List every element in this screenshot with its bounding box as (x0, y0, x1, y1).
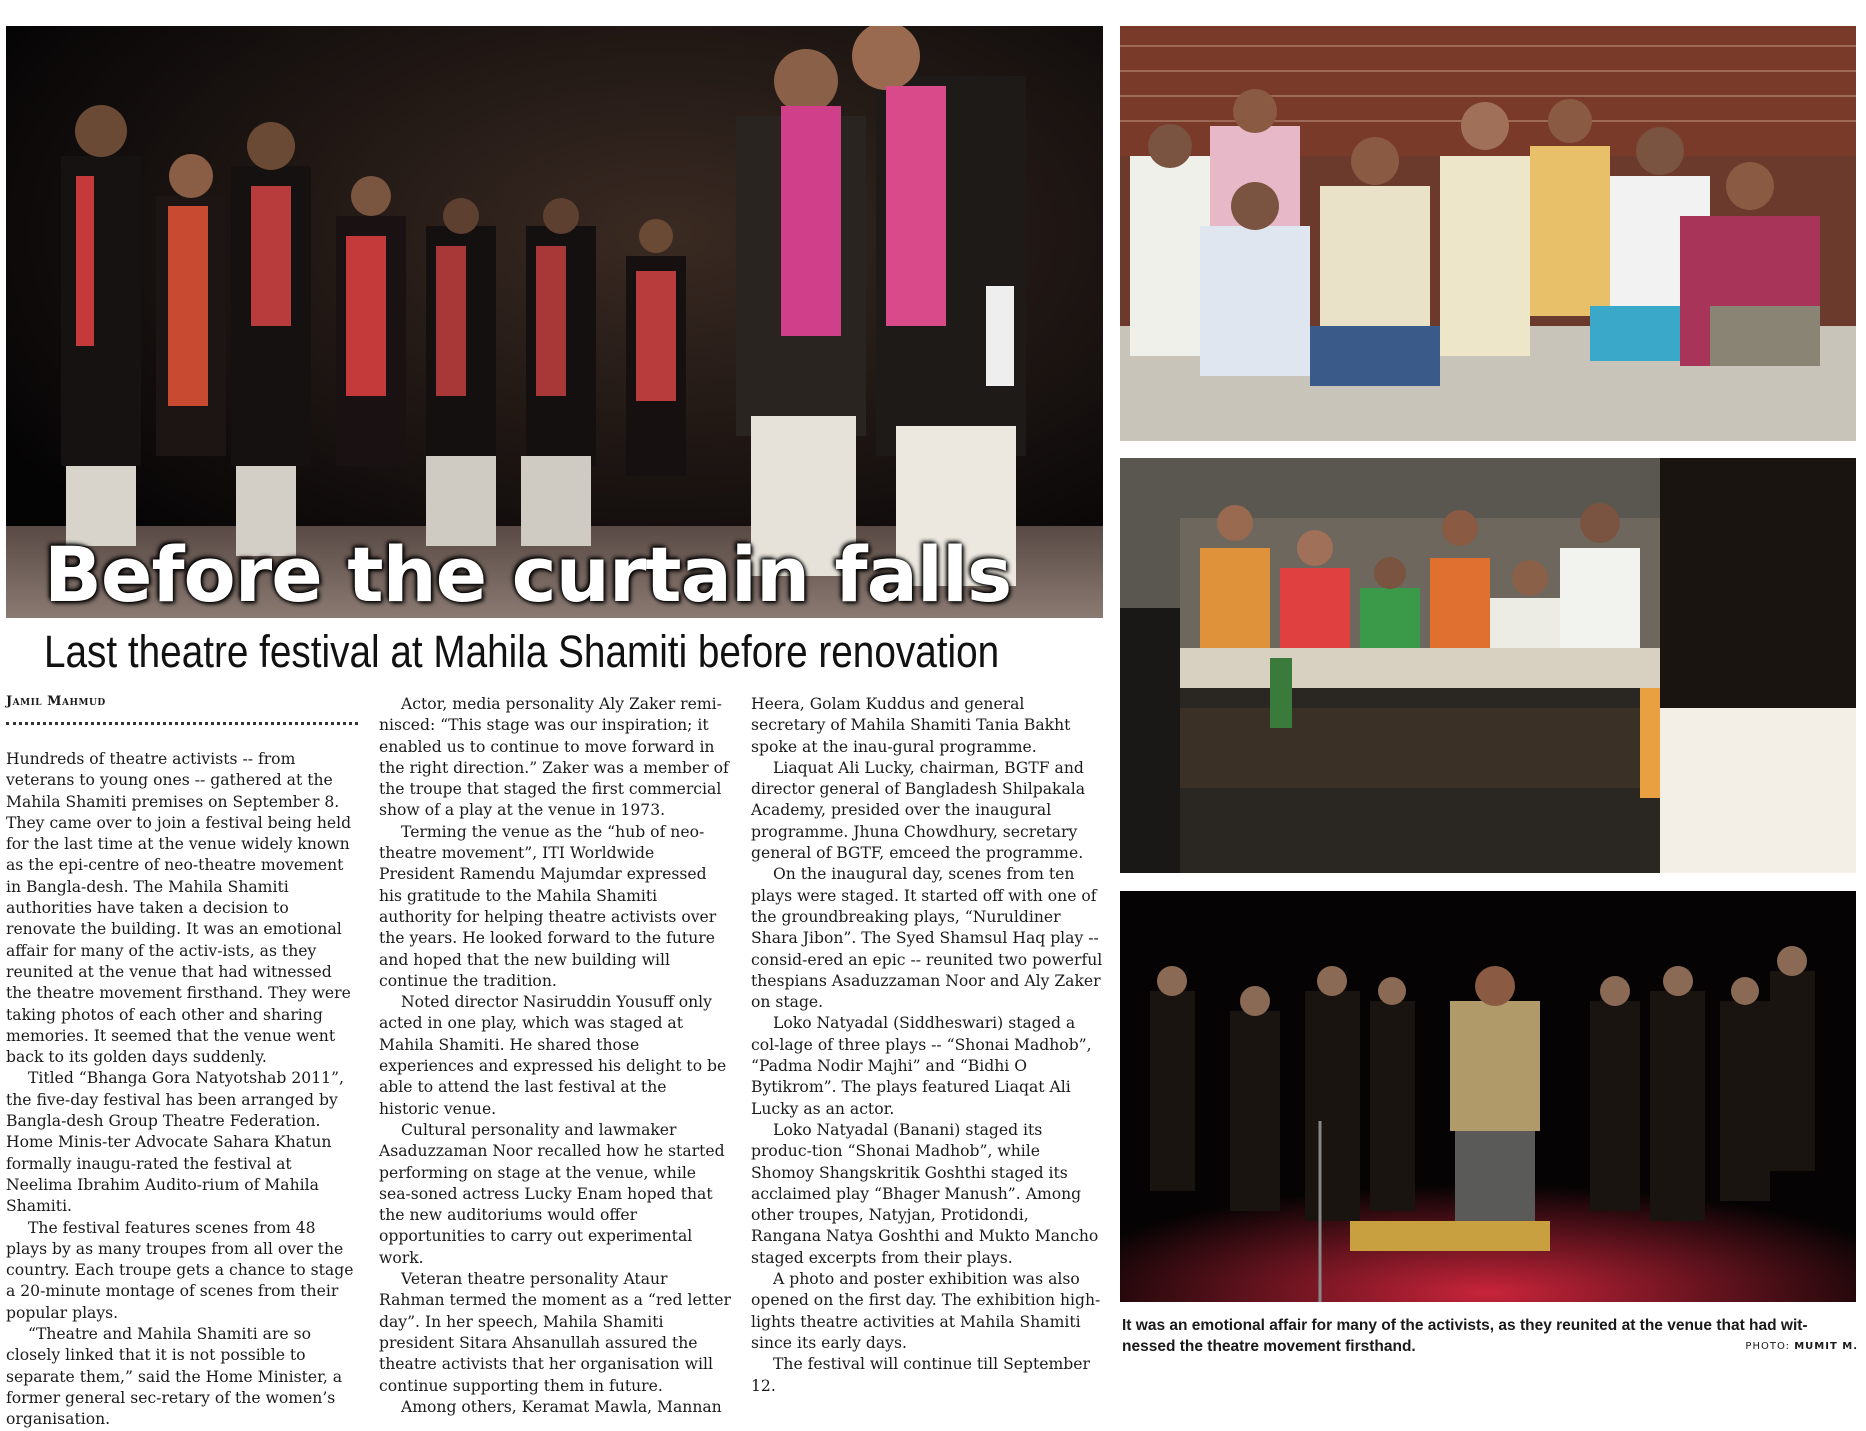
byline-divider (6, 722, 358, 725)
photo-credit-name: MUMIT M. (1794, 1341, 1858, 1352)
paragraph: Among others, Keramat Mawla, Mannan (401, 1397, 722, 1416)
paragraph: Terming the venue as the “hub of neo-theatre movement”, ITI Worldwide President Ramendu Majumdar expressed his gratitude to the Mahila Shamiti authority for helping theatre activists over the years. He looked forward to the future and hoped that the new building will continue the tradition. (379, 822, 717, 990)
paragraph: Titled “Bhanga Gora Natyotshab 2011”, the five-day festival has been arranged by Bangla-desh Group Theatre Federation. Home Minis-ter Advocate Sahara Khatun formally inaugu-rated the festival at Neelima Ibrahim Audito-rium of Mahila Shamiti. (6, 1069, 344, 1216)
subheadline: Last theatre festival at Mahila Shamiti before renovation (44, 626, 1000, 677)
performance-photo (1120, 891, 1856, 1302)
photo-credit-label: PHOTO: (1745, 1341, 1791, 1352)
photo-credit (1745, 1341, 1858, 1352)
paragraph: Heera, Golam Kuddus and general secretary of Mahila Shamiti Tania Bakht spoke at the inau-gural programme. (751, 695, 1071, 756)
paragraph: The festival will continue till September 12. (751, 1355, 1090, 1395)
headline: Before the curtain falls (44, 530, 1012, 619)
paragraph: The festival features scenes from 48 plays by as many troupes from all over the country. Each troupe gets a chance to stage a 20-minute montage of scenes from their popular plays. (6, 1218, 354, 1322)
article-column-1 (6, 749, 358, 1431)
group-photo (1120, 26, 1856, 441)
paragraph: Noted director Nasiruddin Yousuff only acted in one play, which was staged at Mahila Shamiti. He shared those experiences and expressed his delight to be able to attend the last festival at the historic venue. (379, 993, 727, 1118)
paragraph: Veteran theatre personality Ataur Rahman termed the moment as a “red letter day”. In her speech, Mahila Shamiti president Sitara Ahsanullah assured the theatre activists that her organisation will continue supporting them in future. (379, 1270, 731, 1395)
paragraph: Loko Natyadal (Siddheswari) staged a col-lage of three plays -- “Shonai Madhob”, “Padma Nodir Majhi” and “Bidhi O Bytikrom”. The plays featured Liaqat Ali Lucky as an actor. (751, 1014, 1092, 1118)
paragraph: On the inaugural day, scenes from ten plays were staged. It started off with one of the groundbreaking plays, “Nuruldiner Shara Jibon”. The Syed Shamsul Haq play -- consid-ered an epic -- reunited two powerful thespians Asaduzzaman Noor and Aly Zaker on stage. (751, 865, 1103, 1012)
paragraph: Loko Natyadal (Banani) staged its produc-tion “Shonai Madhob”, while Shomoy Shangskritik Goshthi staged its acclaimed play “Bhager Manush”. Among other troupes, Natyjan, Protidondi, Rangana Natya Goshthi and Mukto Mancho staged excerpts from their plays. (751, 1120, 1099, 1267)
photo-caption: It was an emotional affair for many of the activists, as they reunited at the venue that had wit-nessed the theatre movement firsthand. (1122, 1317, 1808, 1355)
article-column-3 (751, 694, 1103, 1397)
paragraph: Liaquat Ali Lucky, chairman, BGTF and director general of Bangladesh Shilpakala Academy, presided over the inaugural programme. Jhuna Chowdhury, secretary general of BGTF, emceed the programme. (751, 758, 1086, 863)
article-column-2 (379, 694, 731, 1418)
paragraph: A photo and poster exhibition was also opened on the first day. The exhibition high-lights theatre activities at Mahila Shamiti since its early days. (751, 1270, 1101, 1352)
paragraph: Hundreds of theatre activists -- from veterans to young ones -- gathered at the Mahila Shamiti premises on September 8. They came over to join a festival being held for the last time at the venue widely known as the epi-centre of neo-theatre movement in Bangla-desh. The Mahila Shamiti authorities have taken a decision to renovate the building. It was an emotional affair for many of the activ-ists, as they reunited at the venue that had witnessed the theatre movement firsthand. They were taking photos of each other and sharing memories. It seemed that the venue went back to its golden days suddenly. (6, 750, 352, 1067)
paragraph: “Theatre and Mahila Shamiti are so closely linked that it is not possible to separate them,” said the Home Minister, a former general sec-retary of the women’s organisation. (6, 1325, 343, 1429)
byline: Jamil Mahmud (6, 694, 106, 709)
backstage-photo (1120, 458, 1856, 873)
paragraph: Actor, media personality Aly Zaker remi-nisced: “This stage was our inspiration; it enabled us to continue to move forward in the right direction.” Zaker was a member of the troupe that staged the first commercial show of a play at the venue in 1973. (379, 695, 729, 820)
paragraph: Cultural personality and lawmaker Asaduzzaman Noor recalled how he started performing on stage at the venue, while sea-soned actress Lucky Enam hoped that the new auditoriums would offer opportunities to carry out experimental work. (379, 1120, 725, 1267)
